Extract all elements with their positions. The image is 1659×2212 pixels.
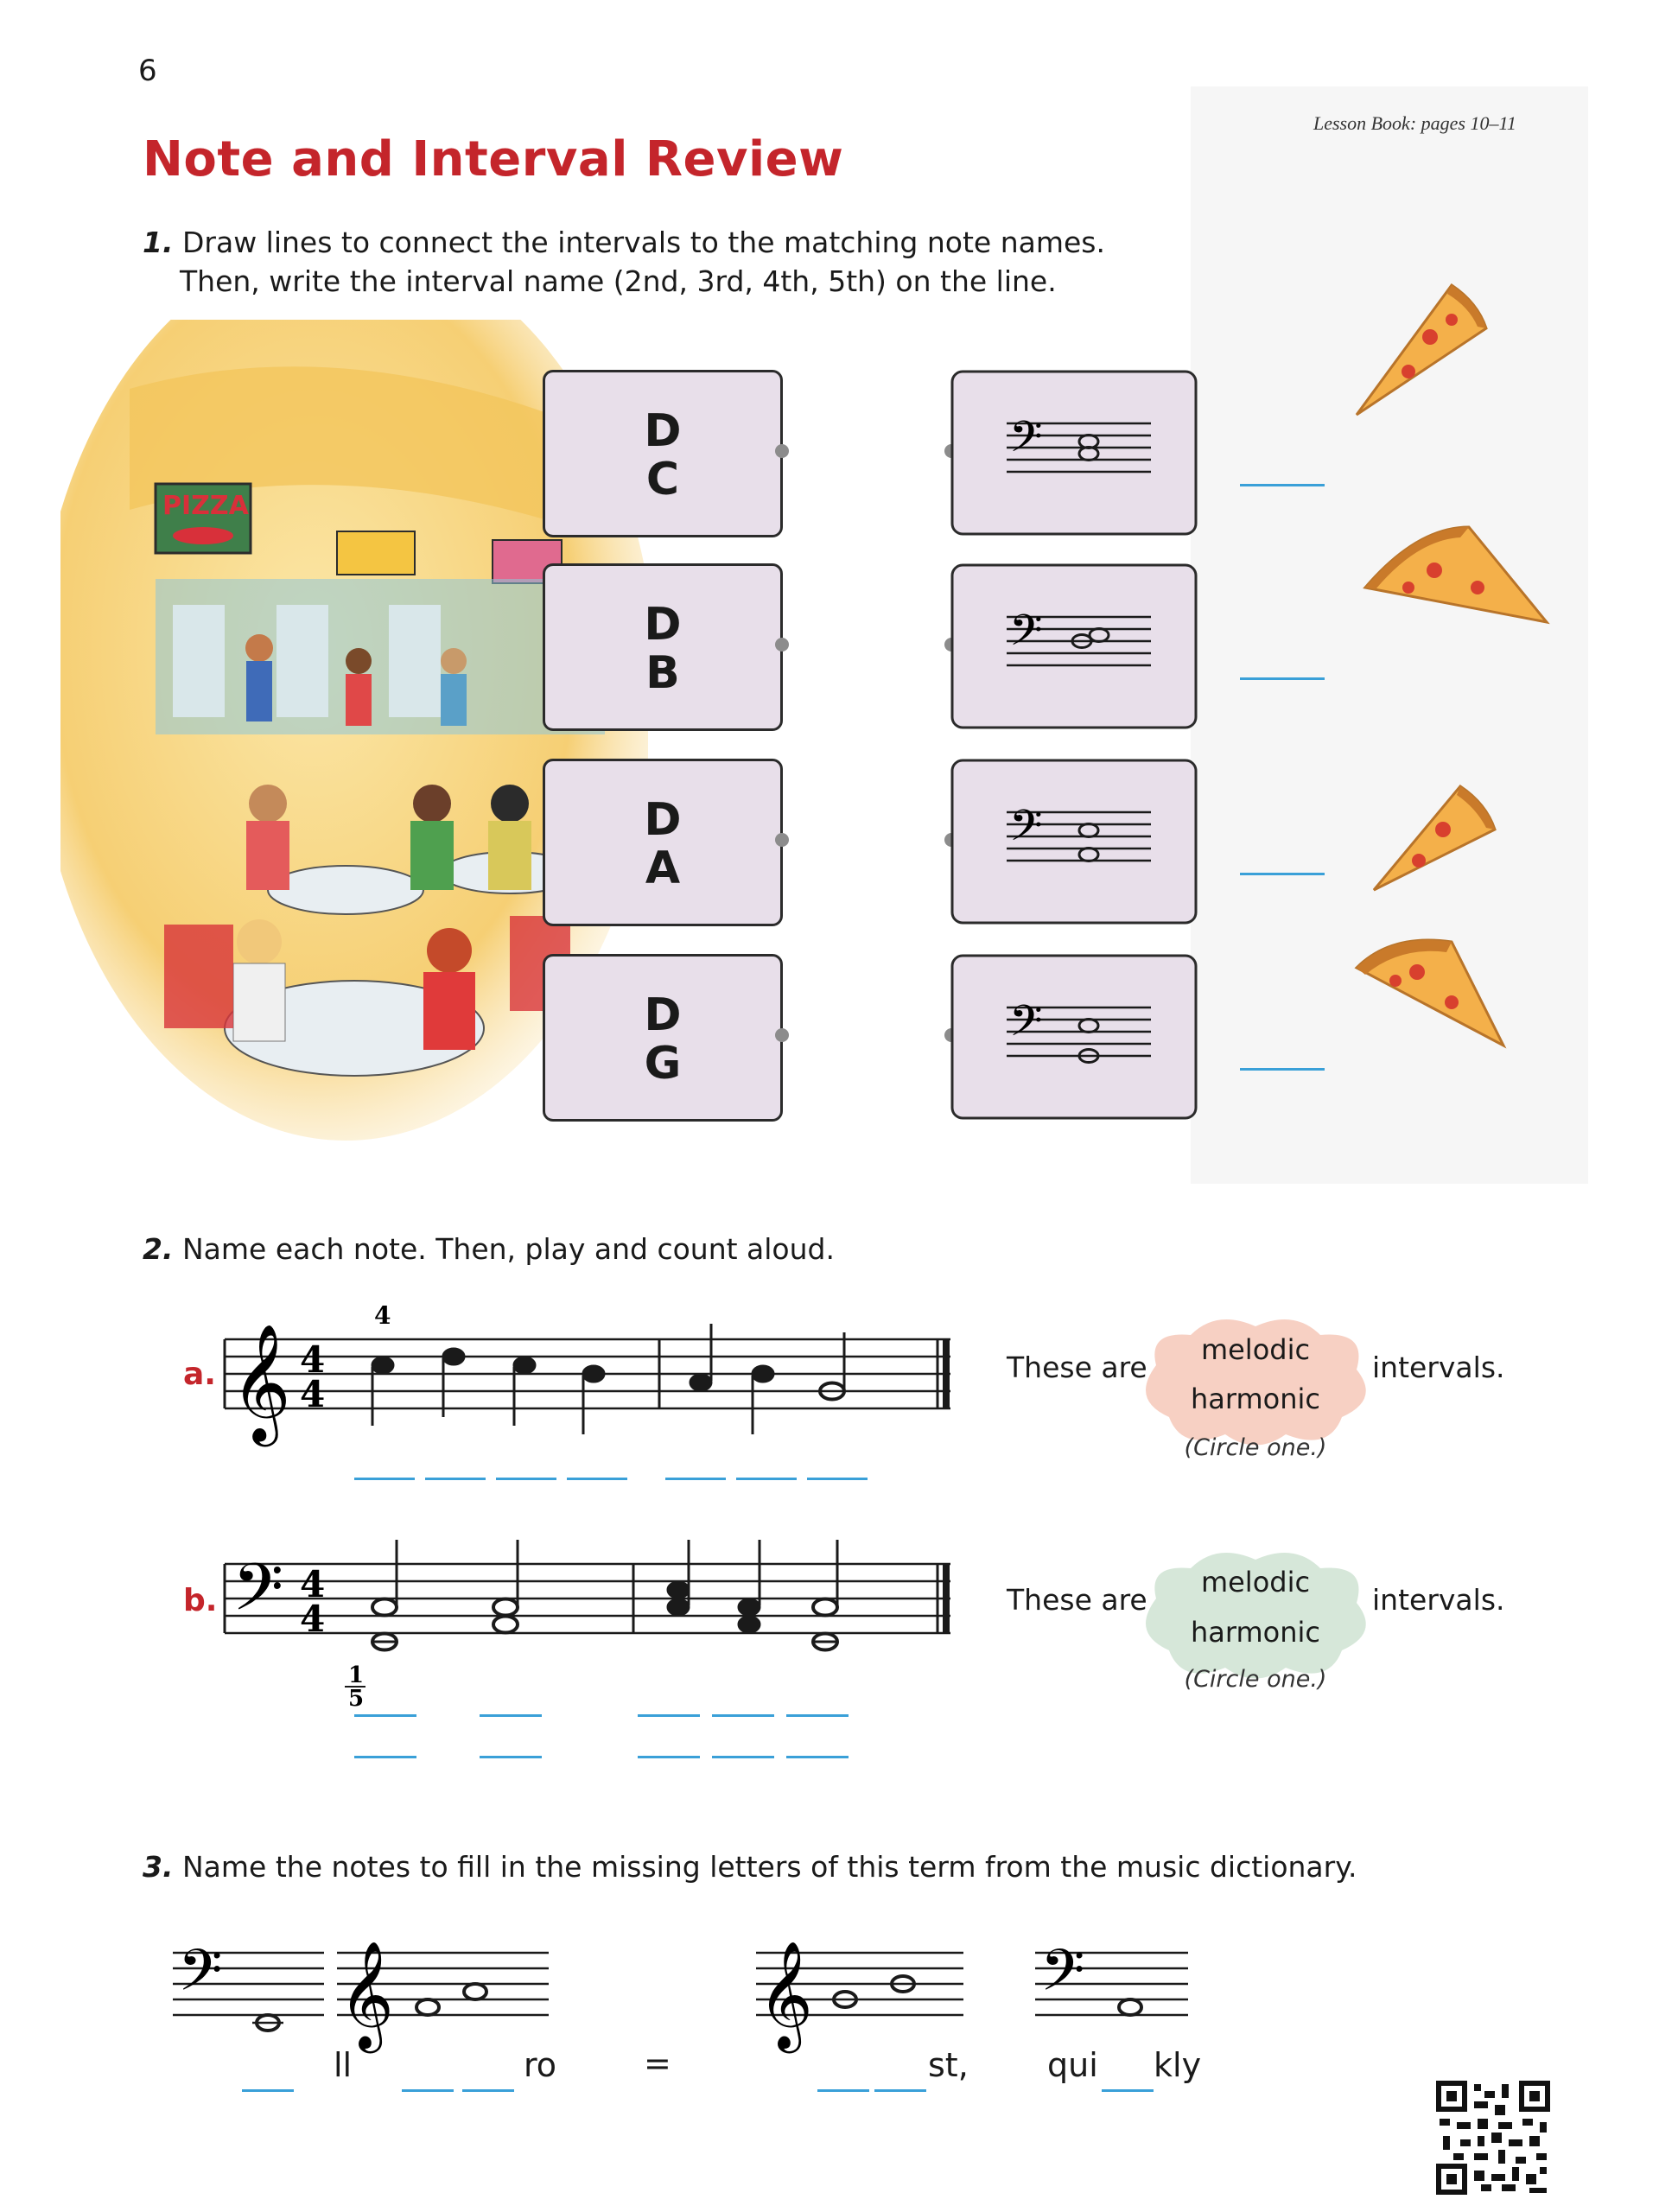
option-harmonic[interactable]: harmonic — [1191, 1616, 1320, 1649]
note-card-letter-top: D — [644, 405, 682, 457]
word-part: st, — [928, 2046, 969, 2084]
time-sig-bottom: 4 — [300, 1373, 326, 1415]
q1-line2: Then, write the interval name (2nd, 3rd, 4th, 5th) on the line. — [180, 264, 1057, 298]
interval-card-2[interactable] — [952, 565, 1196, 728]
interval-cards — [950, 370, 1201, 1122]
connector-dot[interactable] — [775, 444, 789, 458]
finger-number-top: 1 — [348, 1662, 365, 1688]
bass-clef-icon: 𝄢 — [1009, 606, 1043, 666]
q1-line1: Draw lines to connect the intervals to the matching note names. — [182, 226, 1105, 259]
interval-answer-line[interactable] — [1240, 1068, 1325, 1071]
q3-number: 3. — [143, 1850, 174, 1884]
time-sig-bottom: 4 — [300, 1598, 326, 1640]
interval-card-1[interactable] — [952, 372, 1196, 534]
time-sig-top: 4 — [300, 1563, 326, 1605]
pizza-sign-text: PIZZA — [162, 491, 249, 521]
q2-instructions — [143, 1230, 835, 1269]
word-part: qui — [1047, 2046, 1098, 2084]
letter-blank[interactable] — [402, 2089, 454, 2092]
these-are-text: These are — [1007, 1583, 1147, 1617]
option-melodic[interactable]: melodic — [1200, 1566, 1311, 1599]
interval-card-4[interactable] — [952, 956, 1196, 1118]
word-part: kly — [1154, 2046, 1202, 2084]
note-blank[interactable] — [496, 1478, 556, 1480]
finger-number: 4 — [374, 1301, 391, 1330]
finger-number-bottom: 5 — [348, 1686, 365, 1711]
note-blank[interactable] — [786, 1714, 849, 1717]
note-blank[interactable] — [354, 1478, 415, 1480]
bass-clef-icon: 𝄢 — [1009, 412, 1043, 473]
bass-clef-icon: 𝄢 — [232, 1549, 284, 1642]
time-sig-top: 4 — [300, 1338, 326, 1381]
word-part: ll — [334, 2046, 353, 2084]
note-card-letter-bottom: A — [645, 842, 681, 894]
q1-instructions — [143, 223, 1105, 263]
q2-text: Name each note. Then, play and count aloud. — [182, 1232, 835, 1266]
page-title: Note and Interval Review — [143, 131, 844, 188]
q1-number: 1. — [143, 226, 174, 259]
q3-instructions — [143, 1847, 1357, 1887]
interval-answer-line[interactable] — [1240, 484, 1325, 486]
pizza-slice-icon — [1357, 940, 1503, 1046]
note-card-letter-top: D — [644, 599, 682, 651]
q2a-treble-staff — [220, 1296, 963, 1452]
intervals-text: intervals. — [1372, 1351, 1505, 1384]
connector-dot[interactable] — [775, 833, 789, 847]
note-blank[interactable] — [567, 1478, 627, 1480]
q2b-label: b. — [183, 1583, 218, 1618]
note-blank[interactable] — [480, 1714, 542, 1717]
qr-code-icon[interactable] — [1436, 2081, 1550, 2195]
pizza-slices — [1331, 268, 1564, 1063]
note-card-da[interactable] — [543, 759, 783, 926]
bass-clef-icon: 𝄢 — [1009, 801, 1043, 861]
note-blank[interactable] — [807, 1478, 868, 1480]
connector-dot[interactable] — [775, 638, 789, 652]
note-card-letter-top: D — [644, 794, 682, 846]
note-blank[interactable] — [638, 1756, 700, 1758]
note-blank[interactable] — [638, 1714, 700, 1717]
letter-blank[interactable] — [462, 2089, 514, 2092]
interval-answer-line[interactable] — [1240, 677, 1325, 680]
note-card-dc[interactable] — [543, 370, 783, 537]
note-card-letter-bottom: B — [645, 647, 680, 699]
note-card-letter-bottom: C — [645, 454, 680, 505]
q3-staves — [173, 1918, 1210, 2056]
option-harmonic[interactable]: harmonic — [1191, 1382, 1320, 1415]
note-blank[interactable] — [712, 1756, 774, 1758]
note-card-letter-top: D — [644, 989, 682, 1041]
bass-clef-icon: 𝄢 — [1040, 1937, 1085, 2018]
equals-sign: = — [644, 2044, 671, 2082]
note-blank[interactable] — [712, 1714, 774, 1717]
note-blank[interactable] — [354, 1756, 416, 1758]
interval-card-3[interactable] — [952, 760, 1196, 923]
connector-dot[interactable] — [775, 1028, 789, 1042]
interval-answer-line[interactable] — [1240, 873, 1325, 875]
note-blank[interactable] — [425, 1478, 486, 1480]
circle-one-hint: (Circle one.) — [1184, 1666, 1327, 1693]
pizza-slice-icon — [1374, 786, 1495, 890]
word-part: ro — [524, 2046, 557, 2084]
treble-clef-icon: 𝄞 — [231, 1322, 291, 1441]
intervals-text: intervals. — [1372, 1583, 1505, 1617]
these-are-text: These are — [1007, 1351, 1147, 1384]
letter-blank[interactable] — [817, 2089, 869, 2092]
note-card-dg[interactable] — [543, 954, 783, 1122]
treble-clef-icon: 𝄞 — [339, 1941, 394, 2049]
letter-blank[interactable] — [1102, 2089, 1154, 2092]
bass-clef-icon: 𝄢 — [1009, 996, 1043, 1057]
note-card-db[interactable] — [543, 563, 783, 731]
note-blank[interactable] — [736, 1478, 797, 1480]
circle-one-hint: (Circle one.) — [1184, 1434, 1327, 1461]
page-number: 6 — [138, 54, 157, 88]
q2b-bass-staff — [220, 1521, 963, 1711]
treble-clef-icon: 𝄞 — [758, 1941, 813, 2049]
lesson-reference: Lesson Book: pages 10–11 — [1313, 112, 1516, 134]
note-blank[interactable] — [665, 1478, 726, 1480]
q2a-label: a. — [183, 1357, 216, 1392]
note-blank[interactable] — [786, 1756, 849, 1758]
note-card-letter-bottom: G — [644, 1038, 682, 1090]
pizza-slice-icon — [1365, 527, 1547, 622]
q2-number: 2. — [143, 1232, 174, 1266]
letter-blank[interactable] — [874, 2089, 926, 2092]
note-blank[interactable] — [354, 1714, 416, 1717]
note-blank[interactable] — [480, 1756, 542, 1758]
pizza-slice-icon — [1357, 285, 1486, 415]
q3-text: Name the notes to fill in the missing letters of this term from the music dictionary. — [182, 1850, 1357, 1884]
bass-clef-icon: 𝄢 — [178, 1937, 223, 2018]
letter-blank[interactable] — [242, 2089, 294, 2092]
option-melodic[interactable]: melodic — [1200, 1333, 1311, 1366]
